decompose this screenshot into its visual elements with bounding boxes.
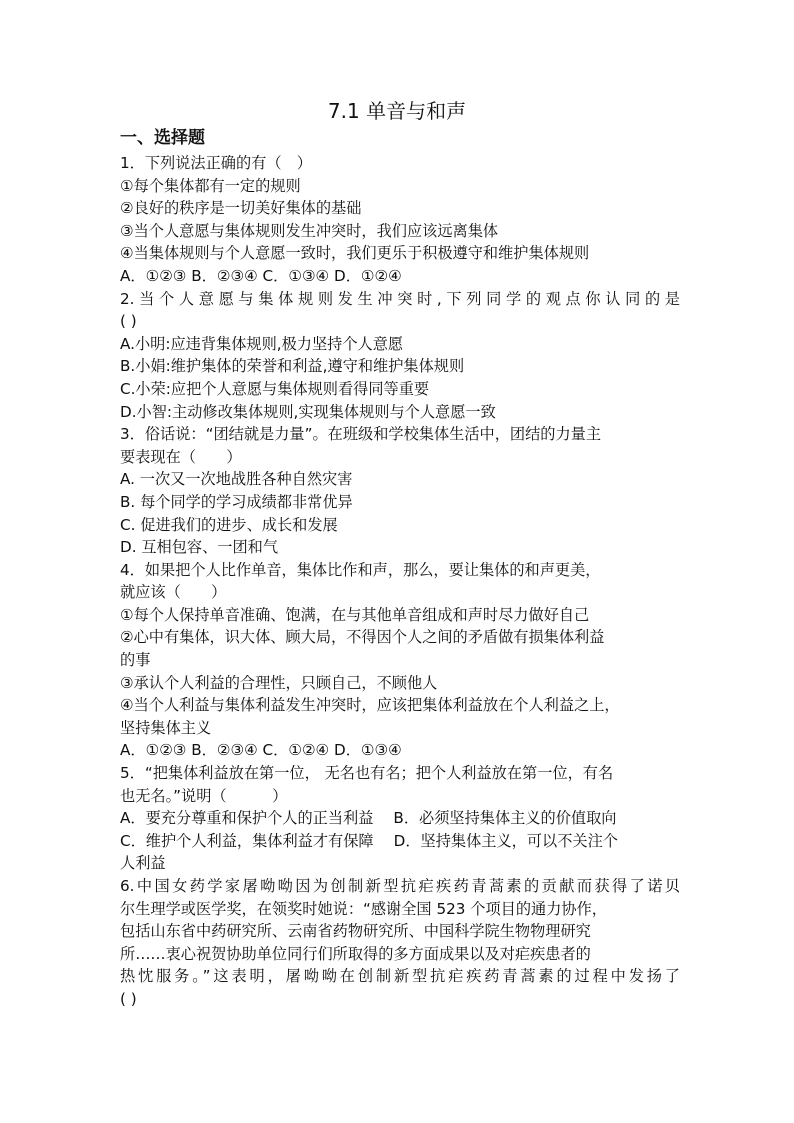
question-3-option-c: C. 促进我们的进步、成长和发展: [120, 515, 338, 534]
question-1-options: A．①②③ B．②③④ C．①③④ D．①②④: [120, 266, 402, 285]
question-4-options: A．①②③ B．②③④ C．①②④ D．①③④: [120, 741, 402, 760]
question-2-option-a: A.小明:应违背集体规则,极力坚持个人意愿: [120, 334, 404, 353]
question-5-options-cd: C．维护个人利益，集体利益才有保障 D．坚持集体主义，可以不关注个: [120, 831, 618, 850]
question-3-option-a: A. 一次又一次地战胜各种自然灾害: [120, 470, 353, 489]
question-4-statement-2-cont: 的事: [120, 651, 151, 670]
question-3-option-b: B. 每个同学的学习成绩都非常优异: [120, 492, 353, 511]
question-4-stem: 4．如果把个人比作单音，集体比作和声，那么，要让集体的和声更美，: [120, 560, 601, 579]
question-1-stem: 1．下列说法正确的有（ ）: [120, 154, 312, 172]
question-6-stem-4: 所……衷心祝贺协助单位同行们所取得的多方面成果以及对疟疾患者的: [120, 944, 591, 963]
question-4-statement-3: ③承认个人利益的合理性，只顾自己，不顾他人: [120, 673, 438, 692]
question-5-options-ab: A．要充分尊重和保护个人的正当利益 B．必须坚持集体主义的价值取向: [120, 809, 617, 828]
question-6-stem-5: 热忱服务。”这表明，屠呦呦在创制新型抗疟疾药青蒿素的过程中发扬了: [120, 967, 680, 986]
question-5-stem: 5．“把集体利益放在第一位， 无名也有名；把个人利益放在第一位，有名: [120, 764, 614, 783]
page-title: 7.1 单音与和声: [327, 99, 467, 123]
question-4-statement-4: ④当个人利益与集体利益发生冲突时，应该把集体利益放在个人利益之上，: [120, 696, 620, 715]
question-2-option-b: B.小娟:维护集体的荣誉和利益,遵守和维护集体规则: [120, 357, 465, 376]
statement-2: ②良好的秩序是一切美好集体的基础: [120, 199, 362, 218]
statement-3: ③当个人意愿与集体规则发生冲突时，我们应该远离集体: [120, 221, 499, 240]
question-2-blank: ( ): [120, 312, 137, 331]
question-3-stem-cont: 要表现在（ ）: [120, 447, 242, 466]
question-2-option-d: D.小智:主动修改集体规则,实现集体规则与个人意愿一致: [120, 402, 496, 421]
question-6-blank: ( ): [120, 989, 137, 1008]
statement-4: ④当集体规则与个人意愿一致时，我们更乐于积极遵守和维护集体规则: [120, 244, 590, 263]
question-2-stem: 2.当个人意愿与集体规则发生冲突时,下列同学的观点你认同的是: [120, 289, 680, 308]
question-6-stem: 6.中国女药学家屠呦呦因为创制新型抗疟疾药青蒿素的贡献而获得了诺贝: [120, 877, 680, 895]
question-6-stem-2: 尔生理学或医学奖，在领奖时她说：“感谢全国 523 个项目的通力协作，: [120, 899, 607, 918]
question-4-statement-2: ②心中有集体，识大体、顾大局，不得因个人之间的矛盾做有损集体利益: [120, 628, 605, 647]
question-5-stem-cont: 也无名。”说明（ ）: [120, 786, 288, 805]
question-4-statement-1: ①每个人保持单音准确、饱满，在与其他单音组成和声时尽力做好自己: [120, 605, 590, 624]
question-4-statement-4-cont: 坚持集体主义: [120, 718, 212, 737]
statement-1: ①每个集体都有一定的规则: [120, 176, 301, 195]
question-3-option-d: D. 互相包容、一团和气: [120, 538, 279, 557]
question-6-stem-3: 包括山东省中药研究所、云南省药物研究所、中国科学院生物物理研究: [120, 922, 591, 941]
question-5-options-cont: 人利益: [120, 854, 166, 873]
question-3-stem: 3．俗话说：“团结就是力量”。在班级和学校集体生活中，团结的力量主: [120, 425, 602, 444]
question-2-option-c: C.小荣:应把个人意愿与集体规则看得同等重要: [120, 379, 430, 398]
question-list: [120, 152, 680, 1011]
question-4-stem-cont: 就应该（ ）: [120, 583, 227, 602]
section-heading: 一、选择题: [120, 128, 205, 148]
